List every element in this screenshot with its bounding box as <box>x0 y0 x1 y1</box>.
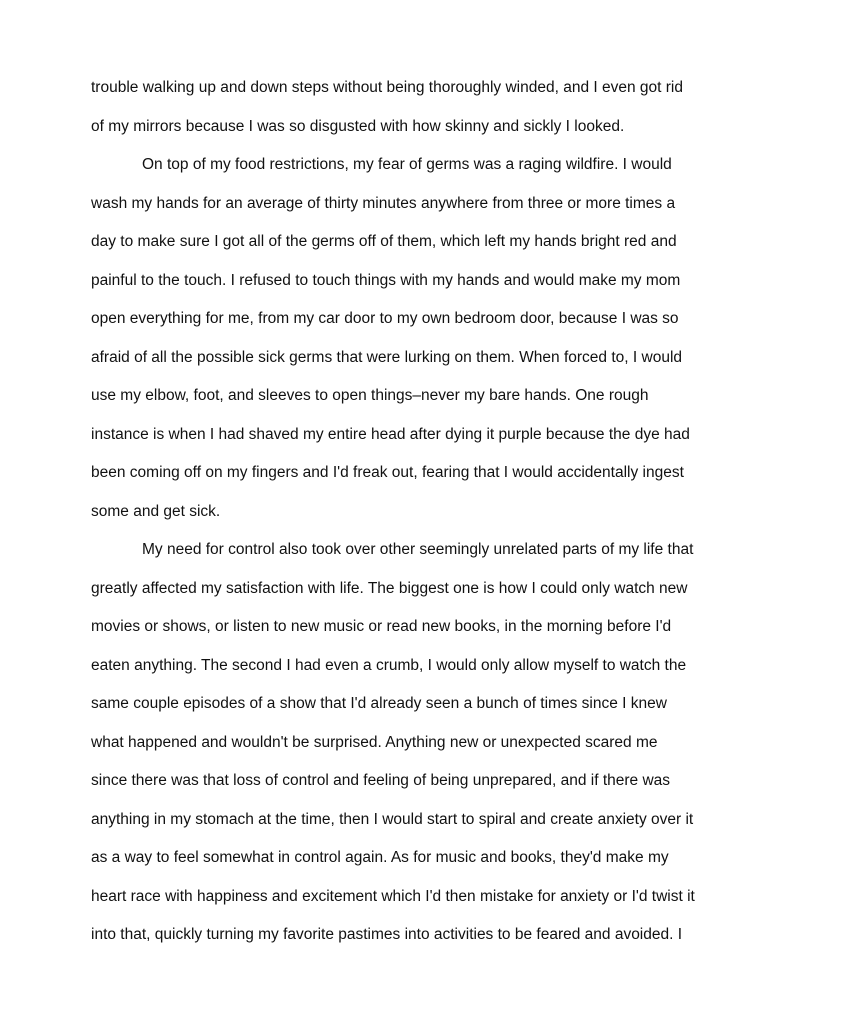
text-line: of my mirrors because I was so disgusted with how skinny and sickly I looked. <box>91 118 625 135</box>
text-line: some and get sick. <box>91 503 221 520</box>
paragraph-first-line: My need for control also took over other seemingly unrelated parts of my life that <box>142 541 694 558</box>
text-line: eaten anything. The second I had even a crumb, I would only allow myself to watch the <box>91 657 687 674</box>
text-line: been coming off on my fingers and I'd freak out, fearing that I would accidentally ingest <box>91 464 684 481</box>
text-line: afraid of all the possible sick germs that were lurking on them. When forced to, I would <box>91 349 683 366</box>
text-line: painful to the touch. I refused to touch things with my hands and would make my mom <box>91 272 681 289</box>
text-line: wash my hands for an average of thirty minutes anywhere from three or more times a <box>91 195 676 212</box>
text-line: instance is when I had shaved my entire head after dying it purple because the dye had <box>91 426 690 443</box>
text-line: trouble walking up and down steps without being thoroughly winded, and I even got rid <box>91 79 683 96</box>
text-line: greatly affected my satisfaction with life. The biggest one is how I could only watch new <box>91 580 688 597</box>
text-line: use my elbow, foot, and sleeves to open things–never my bare hands. One rough <box>91 387 649 404</box>
text-line: heart race with happiness and excitement which I'd then mistake for anxiety or I'd twist it <box>91 888 695 905</box>
paragraph-first-line: On top of my food restrictions, my fear of germs was a raging wildfire. I would <box>142 156 672 173</box>
text-line: into that, quickly turning my favorite pastimes into activities to be feared and avoided. I <box>91 926 683 943</box>
text-line: since there was that loss of control and feeling of being unprepared, and if there was <box>91 772 671 789</box>
text-line: open everything for me, from my car door to my own bedroom door, because I was so <box>91 310 679 327</box>
text-line: movies or shows, or listen to new music or read new books, in the morning before I'd <box>91 618 672 635</box>
text-line: same couple episodes of a show that I'd already seen a bunch of times since I knew <box>91 695 667 712</box>
text-line: what happened and wouldn't be surprised. Anything new or unexpected scared me <box>91 734 658 751</box>
text-line: as a way to feel somewhat in control again. As for music and books, they'd make my <box>91 849 669 866</box>
text-line: day to make sure I got all of the germs off of them, which left my hands bright red and <box>91 233 677 250</box>
text-line: anything in my stomach at the time, then I would start to spiral and create anxiety over it <box>91 811 694 828</box>
